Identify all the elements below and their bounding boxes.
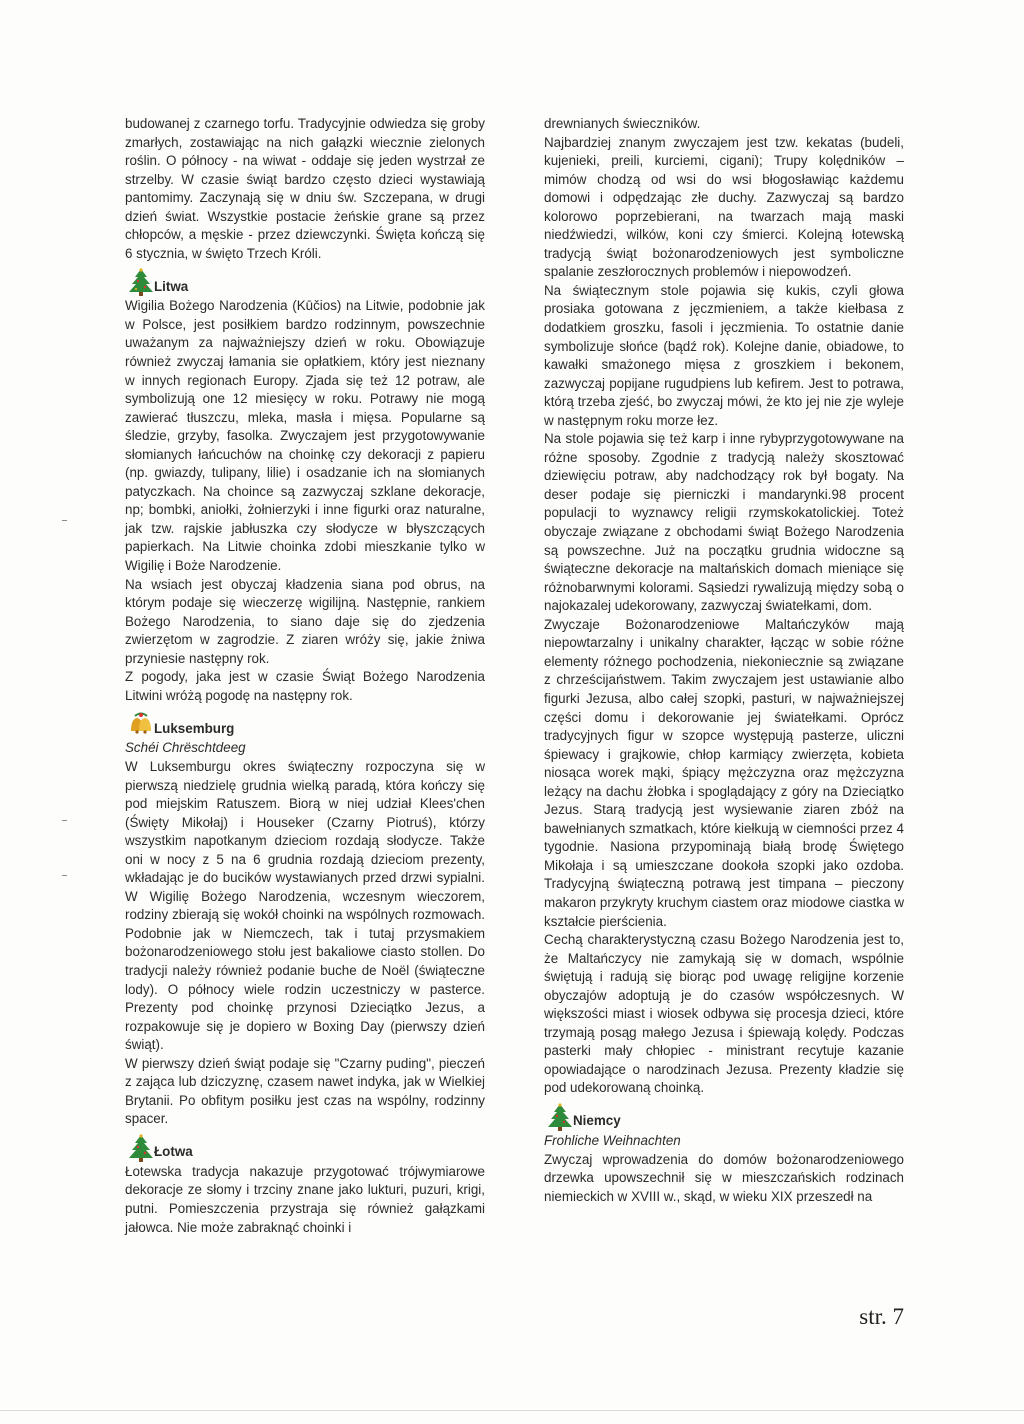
section-heading-lotwa [125,1133,485,1163]
christmas-tree-icon [125,1133,157,1163]
scan-speck [62,820,67,821]
page-number: str. 7 [859,1304,904,1329]
heading-label: Niemcy [573,1113,621,1129]
malta-paragraph-3: Cechą charakterystyczną czasu Bożego Narodzenia jest to, że Maltańczycy nie zamykają się w domach, wspólnie świętują i radują się biorąc pod uwagę religijne korzenie obyczajów adoptują je do czasów współczesnych. W większości miast i wiosek odbywa się procesja dzieci, które trzymają posąg małego Jezusa i śpiewają kolędy. Podczas pasterki mały chłopiec - ministrant recytuje kazanie opowiadające o narodzinach Jezusa. Prezenty kładzie się pod udekorowaną choinką. [544,932,904,1096]
luksemburg-paragraph-2: W pierwszy dzień świąt podaje się "Czarny puding", pieczeń z zająca lub dziczyznę, czasem nawet indyka, jak w Wielkiej Brytanii. Po obfitym posiłku jest czas na wspólny, rodzinny spacer. [125,1055,485,1127]
lotwa-paragraph-3: Na świątecznym stole pojawia się kukis, czyli głowa prosiaka gotowana z jęczmieniem, a także kiełbasa z dodatkiem groszku, fasoli i jęczmienia. To ostatnie danie symbolizuje słońce (bądź rok). Kolejne danie, obiadowe, to kawałki smażonego mięsa z groszkiem i bekonem, zazwyczaj popijane rugudpiens lub kefirem. Jest to potrawa, którą trzeba zjeść, bo zwyczaj mówi, że kto jej nie zje wyleje w następnym roku morze łez. [544,282,904,428]
christmas-tree-icon [544,1102,576,1132]
litwa-paragraph-2: Na wsiach jest obyczaj kładzenia siana pod obrus, na którym podaje się wieczerzę wigilijną. Następnie, rankiem Bożego Narodzenia, to siano daje się do zjedzenia zwierzętom w zagrodzie. Z ziaren wróży się, jakie żniwa przyniesie następny rok. [125,576,485,666]
christmas-bells-icon [125,709,157,739]
heading-label: Luksemburg [154,720,235,736]
heading-label: Łotwa [154,1144,193,1160]
niemcy-paragraph-1: Zwyczaj wprowadzenia do domów bożonarodzeniowego drzewka upowszechnił się w mieszczańskich rodzinach niemieckich w XVIII w., skąd, w wieku XIX przeszedł na [544,1151,904,1204]
malta-paragraph-2: Zwyczaje Bożonarodzeniowe Maltańczyków mają niepowtarzalny i unikalny charakter, łącząc w sobie różne elementy różnego pochodzenia, niekoniecznie są związane z chrześcijaństwem. Takim zwyczajem jest ustawianie albo figurki Jezusa, albo całej szopki, pasturi, w najważniejszej części domu i dekorowanie jej światełkami. Oprócz tradycyjnych figur w szopce występują pasterze, uliczni śpiewacy i grajkowie, chłop karmiący zwierzęta, kobieta niosąca worek mąki, śpiący mężczyzna oraz mężczyzna leżący na dachu żłobka i spoglądający z góry na Dzieciątko Jezus. Starą tradycją jest wysiewanie ziaren zbóż na bawełnianych szmatkach, które kiełkują w ciemności przez 4 tygodnie. Nasiona przypominają białą brodę Świętego Mikołaja i są umieszczane dookoła szopki jako ozdoba. Tradycyjną świąteczną potrawą jest timpana – pieczony makaron przykryty kruchym ciastem oraz miodowe ciastka w kształcie pierścienia. [544,616,904,929]
section-heading-luksemburg [125,709,485,739]
lotwa-paragraph-2: Najbardziej znanym zwyczajem jest tzw. kekatas (budeli, kujenieki, preili, kurciemi, cigani); Trupy kolędników – mimów chodzą od wsi do wsi błogosławiąc każdemu domowi i odpędzając złe duchy. Zazwyczaj są bardzo kolorowo poprzebierani, na twarzach mają maski niedźwiedzi, wilków, koni czy śmierci. Kolejną łotewską tradycją świąt bożonarodzeniowych jest symboliczne spalanie zeszłorocznych problemów i niepowodzeń. [544,134,904,280]
lotwa-paragraph-1: Łotewska tradycja nakazuje przygotować trójwymiarowe dekoracje ze słomy i trzciny znane jako lukturi, puzuri, krigi, putni. Pomieszczenia przystraja się również gałązkami jałowca. Nie może zabraknąć choinki i [125,1163,485,1235]
heading-label: Litwa [154,278,189,294]
scan-speck [62,520,67,521]
scan-edge-line [0,1410,1024,1411]
section-subtitle: Frohliche Weihnachten [544,1132,681,1148]
scan-speck [62,875,67,876]
section-heading-litwa [125,267,485,297]
continuation-paragraph: drewnianych świeczników. [544,116,701,131]
intro-paragraph: budowanej z czarnego torfu. Tradycyjnie odwiedza się groby zmarłych, zostawiając na nich gałązki wiecznie zielonych roślin. O północy - na wiwat - oddaje się jeden wystrzał ze strzelby. W czasie świąt bardzo często dzieci wystawiają pantomimy. Zaczynają się w dniu św. Szczepana, w drugi dzień świat. Wszystkie postacie żeńskie grane są przez chłopców, a męskie - przez dziewczynki. Święta kończą się 6 stycznia, w święto Trzech Króli. [125,116,485,261]
christmas-tree-icon [125,267,157,297]
section-heading-niemcy [544,1102,904,1132]
section-subtitle: Schéi Chrëschtdeeg [125,740,246,756]
luksemburg-paragraph-1: W Luksemburgu okres świąteczny rozpoczyna się w pierwszą niedzielę grudnia wielką paradą, która kończy się pod miejskim Ratuszem. Biorą w niej udział Klees'chen (Święty Mikołaj) i Houseker (Czarny Piotruś), którzy wszystkim napotkanym dzieciom rozdają słodycze. Także oni w nocy z 5 na 6 grudnia rozdają dzieciom prezenty, wkładając je do bucików wystawianych przed drzwi sypialni. W Wigilię Bożego Narodzenia, wczesnym wieczorem, rodziny zbierają się wokół choinki na wspólnych rozmowach. Podobnie jak w Niemczech, tak i tutaj przysmakiem bożonarodzeniowego stołu jest bakaliowe ciasto stollen. Do tradycji należy również podanie buche de Noël (świąteczne lody). O północy wiele rodzin uczestniczy w pasterce. Prezenty pod choinkę przynosi Dzieciątko Jezus, a rozpakowuje się je dopiero w Boxing Day (pierwszy dzień świąt). [125,758,485,1053]
left-column [125,115,485,1237]
litwa-paragraph-3: Z pogody, jaka jest w czasie Świąt Bożego Narodzenia Litwini wróżą pogodę na następny rok. [125,669,485,703]
litwa-paragraph-1: Wigilia Bożego Narodzenia (Kūčios) na Litwie, podobnie jak w Polsce, jest posiłkiem bardzo rodzinnym, powszechnie uważanym za najważniejszy dzień w roku. Obowiązuje również zwyczaj łamania sie opłatkiem, który jest nieznany w innych regionach Europy. Zjada się też 12 potraw, ale symbolizują one 12 miesięcy w roku. Potrawy nie mogą zawierać tłuszczu, mleka, masła i mięsa. Popularne są śledzie, grzyby, fasolka. Zwyczajem jest przygotowywanie słomianych łańcuchów na choinkę czy dekoracji z papieru (np. gwiazdy, tulipany, lilie) i osadzanie ich na słomianych patyczkach. Na choince są zazwyczaj szklane dekoracje, np; bombki, aniołki, żołnierzyki i inne figurki oraz naturalne, jak tzw. rajskie jabłuszka czy słodycze w błyszczących papierkach. Na Litwie choinka zdobi mieszkanie tylko w Wigilię i Boże Narodzenie. [125,298,485,574]
right-column [544,115,904,1206]
malta-paragraph-1: Na stole pojawia się też karp i inne rybyprzygotowywane na różne sposoby. Zgodnie z tradycją należy skosztować dziewięciu potraw, aby nadchodzący rok był bogaty. Na deser podaje się pierniczki i mandarynki.98 procent populacji to wyznawcy religii rzymskokatolickiej. Toteż obyczaje związane z obchodami świąt Bożego Narodzenia są powszechne. Już na początku grudnia widoczne są świąteczne dekoracje na maltańskich domach mieniące się różnobarwnymi kolorami. Sąsiedzi rywalizują między sobą o najokazalej udekorowany, zazwyczaj światełkami, dom. [544,431,904,614]
